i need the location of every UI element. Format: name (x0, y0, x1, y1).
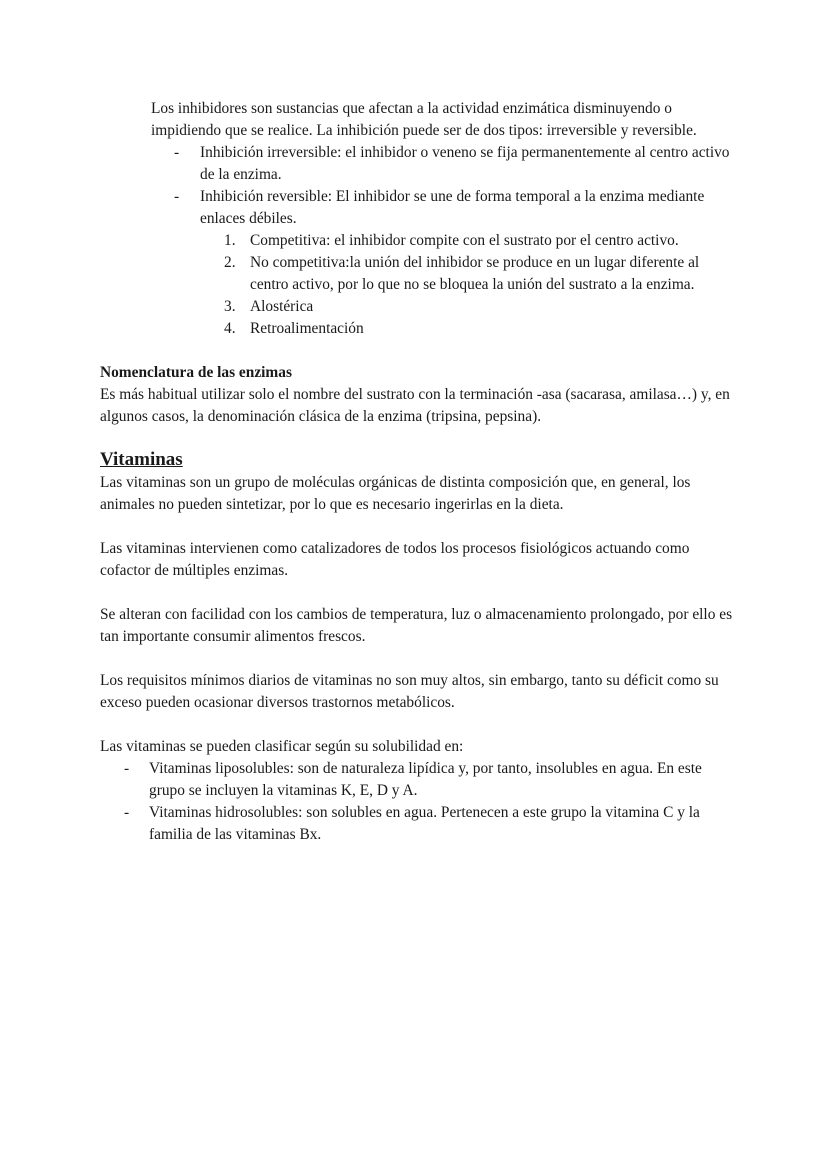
list-text: Alostérica (250, 298, 314, 315)
nomenclature-section (100, 362, 740, 428)
list-number: 3. (224, 298, 236, 315)
list-item-hidrosolubles: - Vitaminas hidrosolubles: son solubles en agua. Pertenecen a este grupo la vitamina C y la familia de las vitaminas Bx. (100, 802, 740, 846)
vitamins-section (100, 448, 740, 846)
vitamins-paragraph-1: Las vitaminas son un grupo de moléculas orgánicas de distinta composición que, en general, los animales no pueden sintetizar, por lo que es necesario ingerirlas en la dieta. (100, 474, 691, 513)
document-page (100, 98, 740, 846)
list-item-retroalimentacion (200, 318, 740, 340)
reversible-subtypes-list (200, 230, 740, 340)
list-text: No competitiva:la unión del inhibidor se produce en un lugar diferente al centro activo, por lo que no se bloquea la unión del sustrato a la enzima. (250, 254, 700, 293)
vitamins-paragraph-2: Las vitaminas intervienen como catalizadores de todos los procesos fisiológicos actuando como cofactor de múltiples enzimas. (100, 540, 690, 579)
vitamins-paragraph-5: Las vitaminas se pueden clasificar según su solubilidad en: (100, 738, 464, 755)
list-item-irreversible: - Inhibición irreversible: el inhibidor o veneno se fija permanentemente al centro activo de la enzima. (151, 142, 740, 186)
list-item-competitiva (200, 230, 740, 252)
list-text: Competitiva: el inhibidor compite con el sustrato por el centro activo. (250, 232, 679, 249)
inhibition-types-list (151, 142, 740, 340)
vitamins-title: Vitaminas (100, 449, 183, 470)
vitamins-paragraph-4: Los requisitos mínimos diarios de vitaminas no son muy altos, sin embargo, tanto su déficit como su exceso pueden ocasionar diversos trastornos metabólicos. (100, 672, 719, 711)
vitamin-classes-list (100, 758, 740, 846)
list-number: 2. (224, 254, 236, 271)
inhibitors-section (151, 98, 740, 340)
reversible-label: Inhibición reversible: El inhibidor se une de forma temporal a la enzima mediante enlaces débiles. (200, 188, 705, 227)
list-text: Retroalimentación (250, 320, 364, 337)
list-item-liposolubles: - Vitaminas liposolubles: son de naturaleza lipídica y, por tanto, insolubles en agua. En este grupo se incluyen la vitaminas K, E, D y A. (100, 758, 740, 802)
list-item-reversible (151, 186, 740, 340)
list-number: 4. (224, 320, 236, 337)
nomenclature-paragraph: Es más habitual utilizar solo el nombre del sustrato con la terminación -asa (sacarasa, amilasa…) y, en algunos casos, la denominación clásica de la enzima (tripsina, pepsina). (100, 386, 730, 425)
vitamins-paragraph-3: Se alteran con facilidad con los cambios de temperatura, luz o almacenamiento prolongado, por ello es tan importante consumir alimentos frescos. (100, 606, 733, 645)
nomenclature-heading: Nomenclatura de las enzimas (100, 364, 292, 381)
list-item-alosterica (200, 296, 740, 318)
list-item-no-competitiva (200, 252, 740, 296)
list-number: 1. (224, 232, 236, 249)
inhibitors-paragraph: Los inhibidores son sustancias que afectan a la actividad enzimática disminuyendo o impidiendo que se realice. La inhibición puede ser de dos tipos: irreversible y reversible. (151, 100, 697, 139)
